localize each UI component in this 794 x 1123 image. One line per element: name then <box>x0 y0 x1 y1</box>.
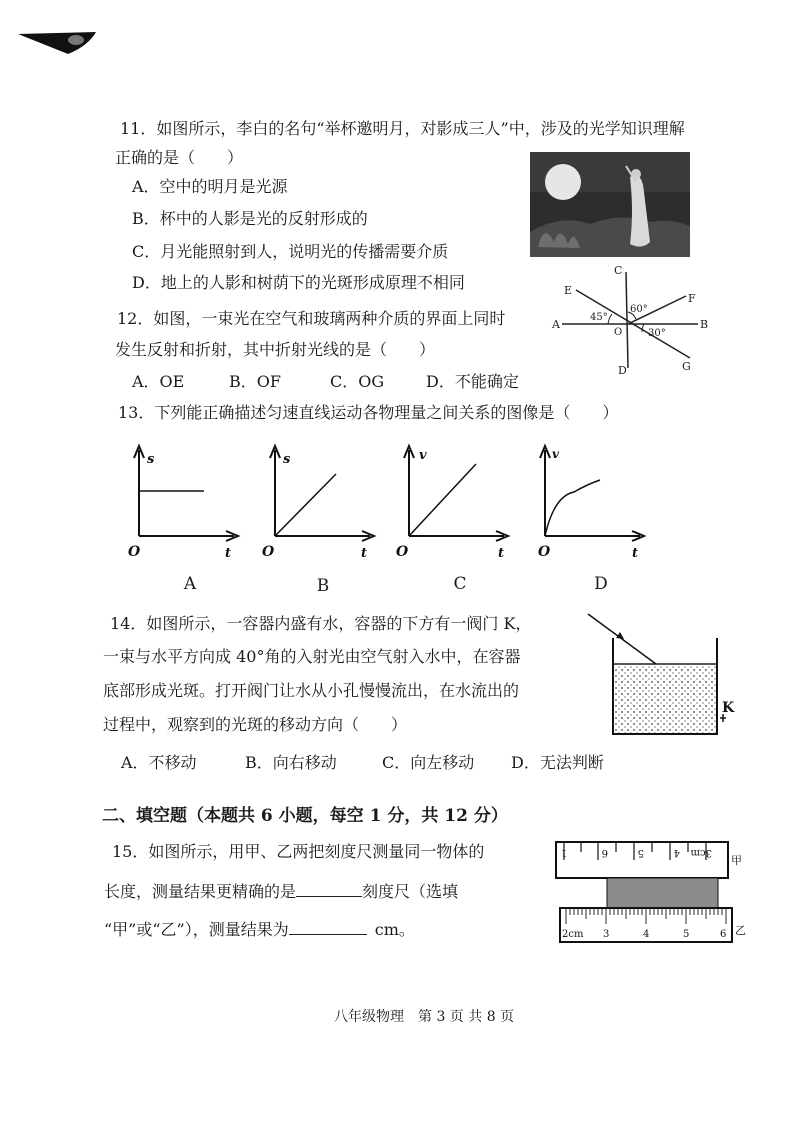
measured-object <box>607 878 718 908</box>
q14-stem-line1: 14．如图所示，一容器内盛有水，容器的下方有一阀门 K， <box>110 614 532 633</box>
q15-line3-start: “甲”或“乙”），测量结果为 <box>104 920 289 939</box>
q14-option-d[interactable]: D．无法判断 <box>511 753 604 772</box>
diagram-label-a: A <box>552 318 560 331</box>
graph-c-y-label: v <box>419 448 427 463</box>
graph-a-letter[interactable]: A <box>183 574 197 594</box>
q13-stem: 13．下列能正确描述匀速直线运动各物理量之间关系的图像是（ ） <box>118 403 619 422</box>
q15-answer-blank-1[interactable] <box>296 878 362 897</box>
ruler-yi-tick-5: 5 <box>683 929 690 940</box>
scan-mark <box>18 28 100 56</box>
q15-line3 <box>104 916 415 942</box>
graph-b-x-label: t <box>361 546 368 561</box>
graph-a-origin: O <box>128 544 141 560</box>
section2-title: 二、填空题（本题共 6 小题，每空 1 分，共 12 分） <box>102 806 508 826</box>
graph-a <box>122 440 247 565</box>
q15-line3-end: cm。 <box>374 920 415 939</box>
graph-c <box>392 440 517 565</box>
diagram-label-b: B <box>700 318 709 331</box>
ruler-jia-tick-3cm: 3cm <box>690 847 712 858</box>
graph-d-letter[interactable]: D <box>594 574 608 594</box>
q11-option-c[interactable]: C．月光能照射到人，说明光的传播需要介质 <box>132 242 449 261</box>
q14-stem-line4: 过程中，观察到的光斑的移动方向（ ） <box>103 715 408 734</box>
q12-option-b[interactable]: B．OF <box>229 372 281 391</box>
diagram-label-g: G <box>682 360 691 373</box>
diagram-label-f: F <box>688 292 696 305</box>
graph-d-x-label: t <box>632 546 639 561</box>
q12-stem-line1: 12．如图，一束光在空气和玻璃两种介质的界面上同时 <box>117 309 506 328</box>
graph-b-y-label: s <box>283 452 291 467</box>
q12-stem-line2: 发生反射和折射，其中折射光线的是（ ） <box>115 340 436 359</box>
q11-stem-line1: 11．如图所示，李白的名句“举杯邀明月，对影成三人”中，涉及的光学知识理解 <box>120 119 685 138</box>
diagram-label-e: E <box>564 284 573 297</box>
graph-d <box>528 440 653 565</box>
graph-c-origin: O <box>396 544 409 560</box>
ruler-yi-tick-2cm: 2cm <box>562 929 584 940</box>
diagram-label-c: C <box>614 264 623 277</box>
valve-label: K <box>722 700 735 716</box>
diagram-angle-45: 45° <box>590 312 608 323</box>
moon-poet-picture <box>530 152 690 257</box>
graph-a-y-label: s <box>147 452 155 467</box>
q15-line2-end: 刻度尺（选填 <box>362 882 459 901</box>
page-footer: 八年级物理 第 3 页 共 8 页 <box>334 1009 515 1025</box>
graph-c-x-label: t <box>498 546 505 561</box>
q11-stem-line2: 正确的是（ ） <box>115 148 244 167</box>
graph-c-letter[interactable]: C <box>453 574 467 594</box>
q15-line2-start: 长度，测量结果更精确的是 <box>104 882 297 901</box>
q14-option-b[interactable]: B．向右移动 <box>245 753 337 772</box>
graph-b <box>258 440 383 565</box>
graph-b-origin: O <box>262 544 275 560</box>
water-container-diagram <box>584 608 749 738</box>
graph-d-origin: O <box>538 544 551 560</box>
ruler-yi-tick-4: 4 <box>643 929 650 940</box>
ruler-yi-label: 乙 <box>735 924 746 937</box>
q15-line1: 15．如图所示，用甲、乙两把刻度尺测量同一物体的 <box>112 842 485 861</box>
q12-option-d[interactable]: D．不能确定 <box>426 372 519 391</box>
diagram-angle-30: 30° <box>648 328 666 339</box>
ruler-jia-tick-1: 1 <box>560 847 567 858</box>
q15-line2 <box>104 878 458 904</box>
q11-option-a[interactable]: A．空中的明月是光源 <box>132 177 288 196</box>
q11-option-b[interactable]: B．杯中的人影是光的反射形成的 <box>132 209 368 228</box>
rulers-diagram <box>550 838 750 948</box>
q11-option-d[interactable]: D．地上的人影和树荫下的光斑形成原理不相同 <box>132 273 465 292</box>
diagram-label-d: D <box>618 364 627 377</box>
q12-option-a[interactable]: A．OE <box>132 372 185 391</box>
graph-d-y-label: v <box>552 447 559 461</box>
q14-stem-line2: 一束与水平方向成 40°角的入射光由空气射入水中，在容器 <box>103 647 521 666</box>
ruler-jia-tick-5: 5 <box>637 847 644 858</box>
q14-stem-line3: 底部形成光斑。打开阀门让水从小孔慢慢流出，在水流出的 <box>103 681 520 700</box>
diagram-label-o: O <box>614 327 623 338</box>
ruler-jia-tick-4: 4 <box>673 847 680 858</box>
refraction-diagram <box>548 262 728 380</box>
moon-icon <box>545 164 581 200</box>
ruler-yi-tick-6: 6 <box>720 929 727 940</box>
diagram-angle-60: 60° <box>630 304 648 315</box>
q14-option-c[interactable]: C．向左移动 <box>382 753 475 772</box>
graph-b-letter[interactable]: B <box>316 576 330 596</box>
ruler-yi-tick-3: 3 <box>603 929 610 940</box>
graph-a-x-label: t <box>225 546 232 561</box>
q14-option-a[interactable]: A．不移动 <box>121 753 197 772</box>
q12-option-c[interactable]: C．OG <box>330 372 385 391</box>
q15-answer-blank-2[interactable] <box>289 916 367 935</box>
ruler-jia-tick-6: 6 <box>601 847 608 858</box>
ruler-jia-label: 甲 <box>731 854 742 867</box>
